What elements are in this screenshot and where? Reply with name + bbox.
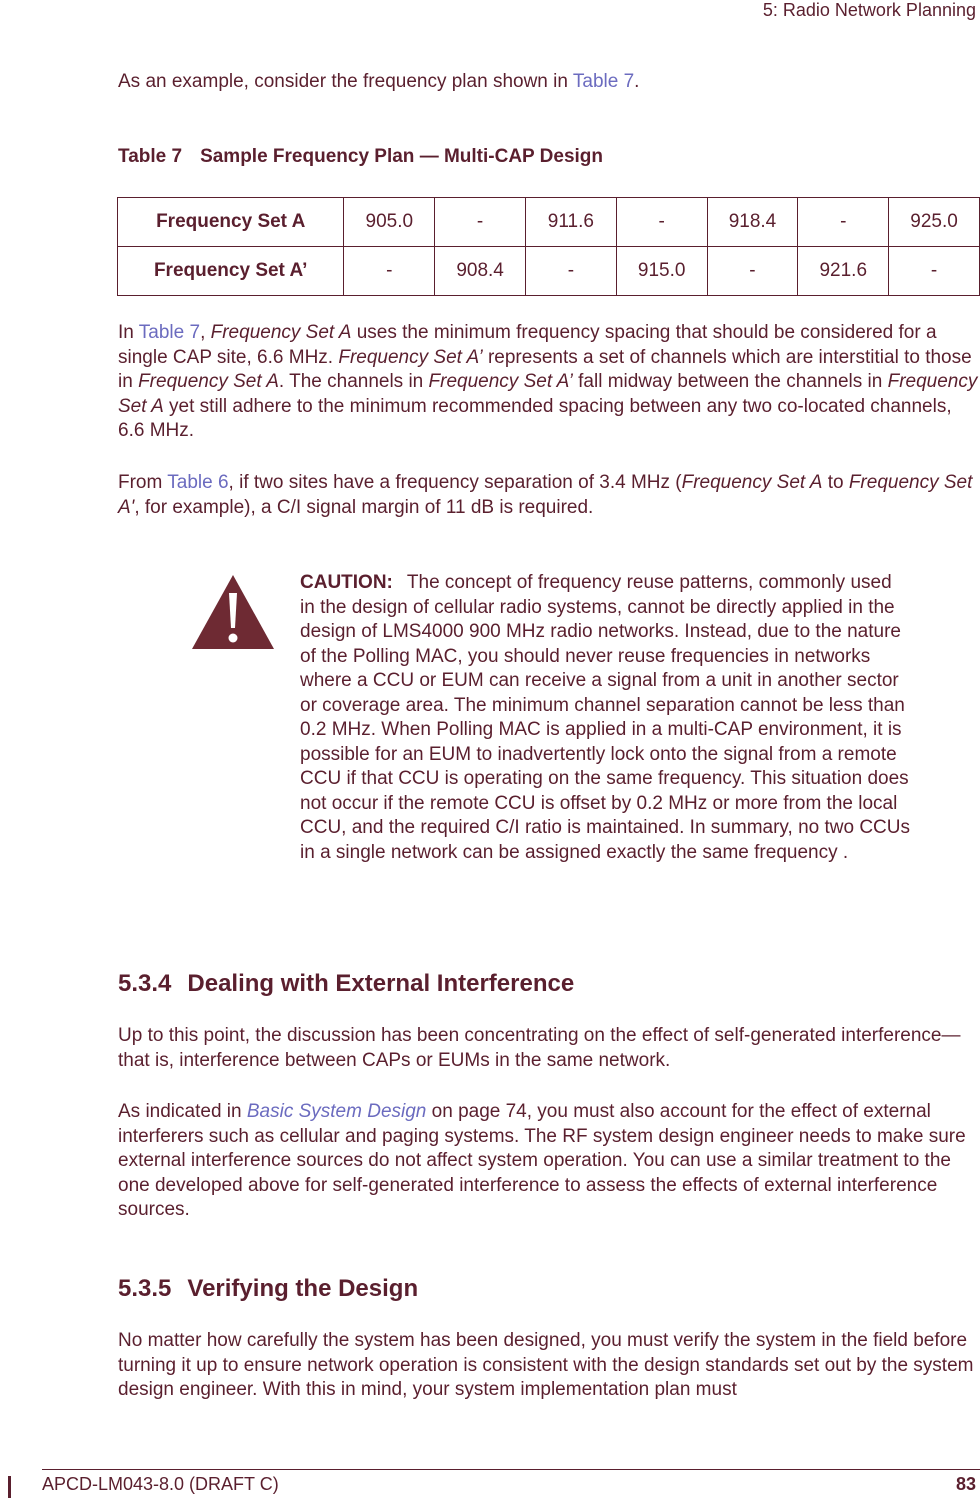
table-cell: 905.0 bbox=[344, 198, 435, 247]
table-caption: Table 7 Sample Frequency Plan — Multi-CAP Design bbox=[118, 146, 604, 167]
table-cell: 925.0 bbox=[889, 198, 980, 247]
table-cell: 921.6 bbox=[798, 247, 889, 296]
caution-note bbox=[300, 571, 910, 865]
page-number: 83 bbox=[955, 1474, 976, 1494]
table-cell: - bbox=[435, 198, 526, 247]
verify-design-paragraph: No matter how carefully the system has been designed, you must verify the system in the field before turning it up to ensure network operation is consistent with the design standards set out by the system design engineer. With this in mind, your system implementation plan must bbox=[118, 1330, 974, 1400]
caution-text: The concept of frequency reuse patterns, commonly used in the design of cellular radio systems, cannot be directly applied in the design of LMS4000 900 MHz radio networks. Instead, due to the nature of the Polling MAC, you should never reuse frequencies in networks where a CCU or EUM can receive a signal from a unit in another sector or coverage area. The minimum channel separation cannot be less than 0.2 MHz. When Polling MAC is applied in a multi-CAP environment, it is possible for an EUM to inadvertently lock onto the signal from a remote CCU if that CCU is operating on the same frequency. This situation does not occur if the remote CCU is offset by 0.2 MHz or more from the local CCU, and the required C/I ratio is maintained. In summary, no two CCUs in a single network can be assigned exactly the same frequency . bbox=[300, 572, 910, 863]
row-header: Frequency Set A’ bbox=[118, 247, 344, 296]
section-heading-535: 5.3.5 Verifying the Design bbox=[118, 1275, 419, 1302]
running-header: 5: Radio Network Planning bbox=[762, 0, 976, 20]
caution-label: CAUTION: bbox=[300, 572, 393, 593]
frequency-set-paragraph: In Table 7, Frequency Set A uses the minimum frequency spacing that should be considered for a single CAP site, 6.6 MHz. Frequency Set A’ represents a set of channels which are interstitial to those in Frequency Set A. The channels in Frequency Set A’ fall midway between the channels in Frequency Set A yet still adhere to the minimum recommended spacing between any two co-located channels, 6.6 MHz. bbox=[118, 322, 978, 441]
frequency-plan-table bbox=[117, 197, 980, 296]
table-cell: - bbox=[889, 247, 980, 296]
change-bar bbox=[8, 1476, 11, 1498]
separation-paragraph: From Table 6, if two sites have a frequency separation of 3.4 MHz (Frequency Set A to Frequency Set A', for example), a C/I signal margin of 11 dB is required. bbox=[118, 472, 973, 518]
table-cell: - bbox=[616, 198, 707, 247]
table-7-link[interactable]: Table 7 bbox=[138, 322, 201, 343]
table-cell: 908.4 bbox=[435, 247, 526, 296]
table-cell: - bbox=[344, 247, 435, 296]
footer-document-id: APCD-LM043-8.0 (DRAFT C) bbox=[42, 1474, 279, 1494]
row-header: Frequency Set A bbox=[118, 198, 344, 247]
basic-system-design-link[interactable]: Basic System Design bbox=[246, 1101, 427, 1122]
table-row bbox=[118, 198, 980, 247]
table-cell: - bbox=[707, 247, 798, 296]
warning-triangle-icon bbox=[191, 573, 275, 651]
footer-divider bbox=[42, 1469, 980, 1470]
section-heading-534: 5.3.4 Dealing with External Interference bbox=[118, 970, 575, 997]
self-interference-paragraph: Up to this point, the discussion has been concentrating on the effect of self-generated interference—that is, interference between CAPs or EUMs in the same network. bbox=[118, 1025, 961, 1071]
table-6-link[interactable]: Table 6 bbox=[167, 472, 229, 493]
table-cell: - bbox=[798, 198, 889, 247]
table-row bbox=[118, 247, 980, 296]
table-cell: 918.4 bbox=[707, 198, 798, 247]
table-cell: - bbox=[525, 247, 616, 296]
intro-paragraph: As an example, consider the frequency plan shown in Table 7. bbox=[118, 71, 640, 92]
table-cell: 915.0 bbox=[616, 247, 707, 296]
external-interference-paragraph: As indicated in Basic System Design on page 74, you must also account for the effect of external interferers such as cellular and paging systems. The RF system design engineer needs to make sure external interference sources do not affect system operation. You can use a similar treatment to the one developed above for self-generated interference to assess the effects of external interference sources. bbox=[118, 1101, 966, 1220]
table-7-link[interactable]: Table 7 bbox=[572, 71, 635, 92]
table-cell: 911.6 bbox=[525, 198, 616, 247]
